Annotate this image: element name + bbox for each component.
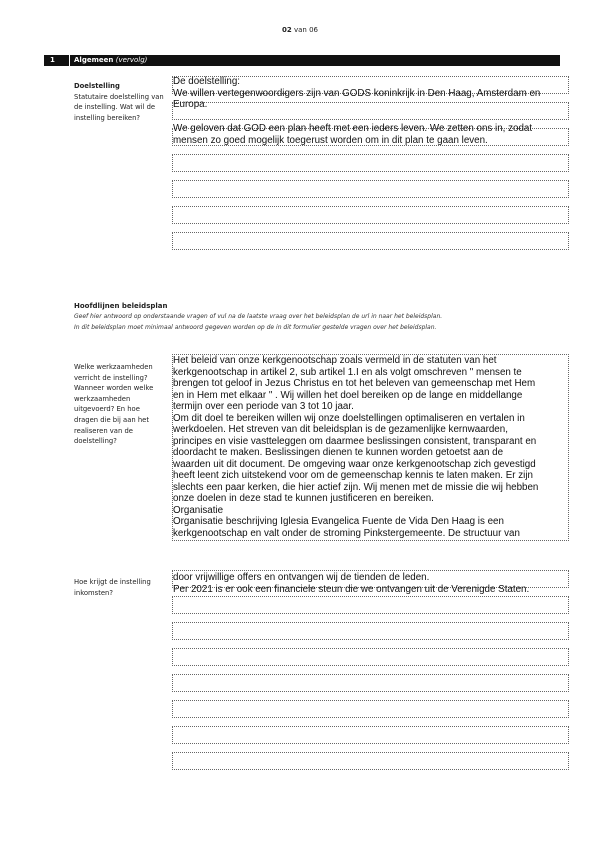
section-title-text: Algemeen bbox=[74, 56, 114, 64]
doelstelling-line: Europa. bbox=[173, 99, 208, 111]
werkzaamheden-line: principes en visie vastteleggen om daarmee beslissingen consistent, transparant en bbox=[173, 435, 537, 447]
inkomsten-line: door vrijwillige offers en ontvangen wij de tienden de leden. bbox=[173, 572, 430, 583]
doelstelling-field-5[interactable] bbox=[172, 180, 569, 198]
werkzaamheden-line: slechts een paar kerken, die hier actief zijn. Wij menen met de missie die wij hebben bbox=[173, 481, 539, 493]
inkomsten-field-5[interactable] bbox=[172, 674, 569, 692]
inkomsten-field-2[interactable] bbox=[172, 596, 569, 614]
werkzaamheden-line: kerkgenootschap en valt onder de stroming Pinkstergemeente. De structuur van bbox=[173, 527, 520, 539]
werkzaamheden-line: en in Hem met elkaar " . Wij willen het doel bereiken op de lange en middellange bbox=[173, 389, 523, 401]
page-separator: van bbox=[293, 26, 307, 34]
section-header-bar bbox=[44, 55, 560, 66]
page-number bbox=[0, 26, 600, 34]
werkzaamheden-line: onze doelen in deze stad te kunnen justificeren en bereiken. bbox=[173, 493, 434, 504]
inkomsten-field-6[interactable] bbox=[172, 700, 569, 718]
section-title-suffix: (vervolg) bbox=[115, 56, 148, 64]
page-total: 06 bbox=[309, 26, 318, 34]
werkzaamheden-line: termijn over een periode van 3 tot 10 jaar. bbox=[173, 401, 354, 412]
section-title bbox=[74, 55, 147, 66]
inkomsten-fields bbox=[172, 570, 569, 778]
beleidsplan-intro-2: In dit beleidsplan moet minimaal antwoord gegeven worden op de in dit formulier gestelde vragen over het beleidsplan. bbox=[74, 324, 437, 331]
doelstelling-prompt: Statutaire doelstelling van de instelling. Wat wil de instelling bereiken? bbox=[74, 92, 164, 122]
doelstelling-line: We willen vertegenwoordigers zijn van GODS koninkrijk in Den Haag, Amsterdam en bbox=[173, 87, 541, 99]
doelstelling-line: We geloven dat GOD een plan heeft met een ieders leven. We zetten ons in, zodat bbox=[173, 122, 533, 134]
doelstelling-field-7[interactable] bbox=[172, 232, 569, 250]
inkomsten-field-8[interactable] bbox=[172, 752, 569, 770]
inkomsten-prompt: Hoe krijgt de instelling inkomsten? bbox=[74, 578, 151, 597]
doelstelling-line bbox=[173, 111, 565, 123]
section-number: 1 bbox=[50, 56, 55, 64]
werkzaamheden-line: doordacht te maken. Beslissingen dienen te kunnen worden getoetst aan de bbox=[173, 447, 504, 458]
werkzaamheden-fields bbox=[172, 354, 569, 541]
werkzaamheden-line: waarden uit dit document. De omgeving waar onze kerkgenootschap zich gevestigd bbox=[173, 458, 536, 470]
inkomsten-field-3[interactable] bbox=[172, 622, 569, 640]
werkzaamheden-prompt: Welke werkzaamheden verricht de instelling? Wanneer worden welke werkzaamheden uitgevoerd? En hoe dragen die bij aan het realiseren van de doelstelling? bbox=[74, 363, 154, 446]
section-divider bbox=[69, 55, 70, 66]
doelstelling-line: mensen zo goed mogelijk toegerust worden om in dit plan te gaan leven. bbox=[173, 134, 488, 146]
doelstelling-answer bbox=[172, 76, 565, 146]
werkzaamheden-line: heeft leent zich uitstekend voor om de gemeenschap kennis te laten maken. Er zijn bbox=[173, 470, 533, 481]
werkzaamheden-line: Het beleid van onze kerkgenootschap zoals vermeld in de statuten van het bbox=[173, 355, 497, 366]
page-current: 02 bbox=[281, 26, 292, 34]
werkzaamheden-label bbox=[74, 362, 166, 447]
inkomsten-line: Per 2021 is er ook een financiele steun die we ontvangen uit de Verenigde Staten. bbox=[173, 583, 530, 595]
doelstelling-heading: Doelstelling bbox=[74, 82, 120, 90]
doelstelling-label bbox=[74, 81, 166, 123]
doelstelling-field-4[interactable] bbox=[172, 154, 569, 172]
werkzaamheden-line: Om dit doel te bereiken willen wij onze doelstellingen optimaliseren en vertalen in bbox=[173, 412, 525, 424]
doelstelling-fields bbox=[172, 76, 569, 258]
werkzaamheden-line: brengen tot geloof in Jezus Christus en tot het beleven van gemeenschap met Hem bbox=[173, 378, 536, 389]
inkomsten-field-7[interactable] bbox=[172, 726, 569, 744]
doelstelling-line: De doelstelling: bbox=[173, 76, 240, 87]
werkzaamheden-line: Organisatie bbox=[173, 504, 224, 516]
doelstelling-field-6[interactable] bbox=[172, 206, 569, 224]
beleidsplan-intro-1: Geef hier antwoord op onderstaande vragen of vul na de laatste vraag over het beleidsplan de url in naar het beleidsplan. bbox=[74, 313, 443, 320]
werkzaamheden-answer bbox=[172, 355, 565, 539]
werkzaamheden-line: werkdoelen. Het streven van dit beleidsplan is de gezamenlijke kernwaarden, bbox=[173, 424, 508, 435]
inkomsten-field-4[interactable] bbox=[172, 648, 569, 666]
werkzaamheden-line: kerkgenootschap in artikel 2, sub artikel 1.I en als volgt omschreven " mensen te bbox=[173, 366, 522, 378]
werkzaamheden-line: Organisatie beschrijving Iglesia Evangelica Fuente de Vida Den Haag is een bbox=[173, 516, 504, 527]
beleidsplan-heading: Hoofdlijnen beleidsplan bbox=[74, 302, 168, 310]
inkomsten-label bbox=[74, 577, 166, 598]
inkomsten-answer bbox=[172, 572, 565, 595]
